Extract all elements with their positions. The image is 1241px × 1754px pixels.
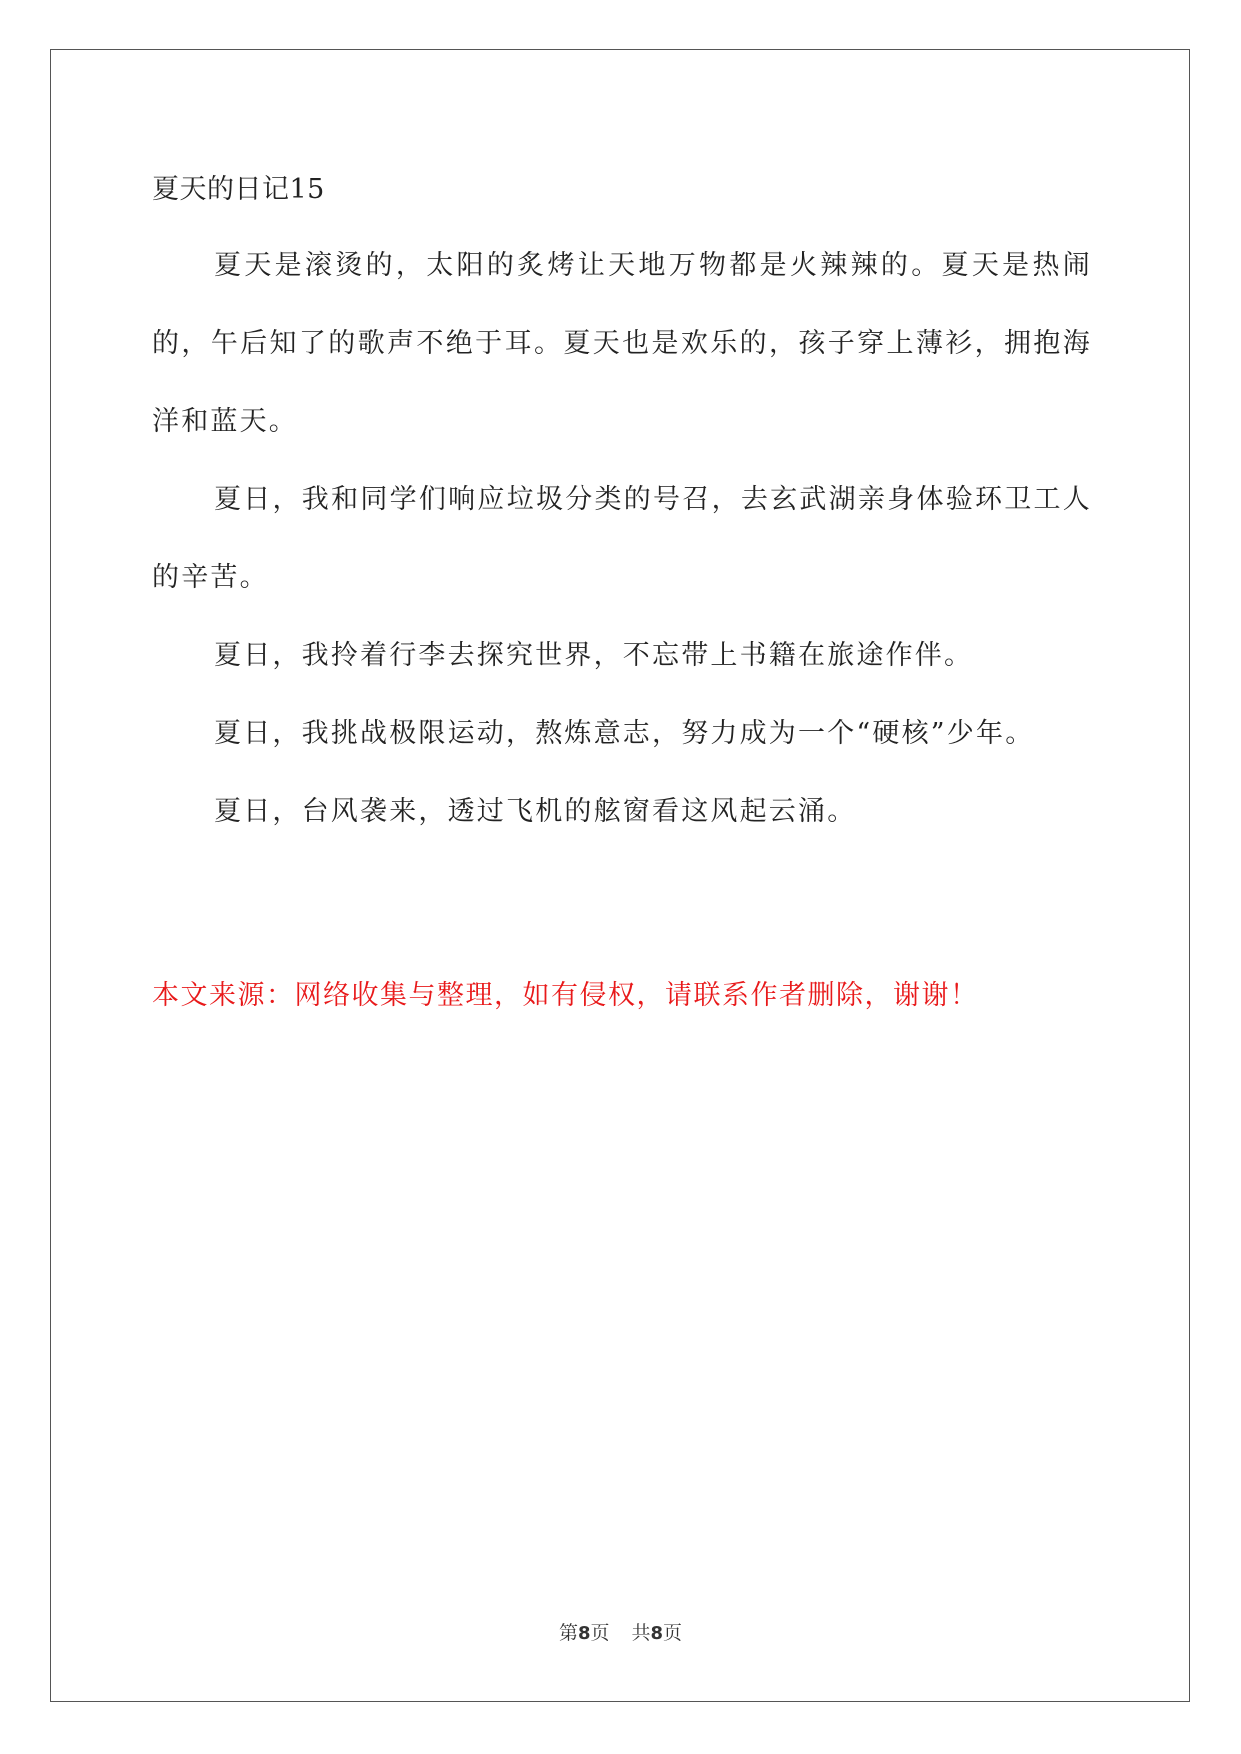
total-page-number: 8 <box>650 1623 664 1644</box>
source-disclaimer: 本文来源：网络收集与整理，如有侵权，请联系作者删除，谢谢！ <box>152 980 979 1011</box>
document-title: 夏天的日记15 <box>152 174 325 205</box>
total-prefix: 共 <box>631 1622 651 1644</box>
page-suffix: 页 <box>590 1622 610 1644</box>
current-page-number: 8 <box>577 1623 591 1644</box>
page-footer <box>0 1620 1241 1647</box>
paragraph-3: 夏日，我拎着行李去探究世界，不忘带上书籍在旅途作伴。 <box>214 640 974 671</box>
paragraph-5: 夏日，台风袭来，透过飞机的舷窗看这风起云涌。 <box>214 796 857 827</box>
paragraph-2: 夏日，我和同学们响应垃圾分类的号召，去玄武湖亲身体验环卫工人的辛苦。 <box>152 484 1092 593</box>
page-prefix: 第 <box>558 1622 578 1644</box>
total-suffix: 页 <box>663 1622 683 1644</box>
paragraph-1: 夏天是滚烫的，太阳的炙烤让天地万物都是火辣辣的。夏天是热闹的，午后知了的歌声不绝于耳。夏天也是欢乐的，孩子穿上薄衫，拥抱海洋和蓝天。 <box>152 250 1092 437</box>
paragraph-4: 夏日，我挑战极限运动，熬炼意志，努力成为一个“硬核”少年。 <box>214 718 1035 749</box>
